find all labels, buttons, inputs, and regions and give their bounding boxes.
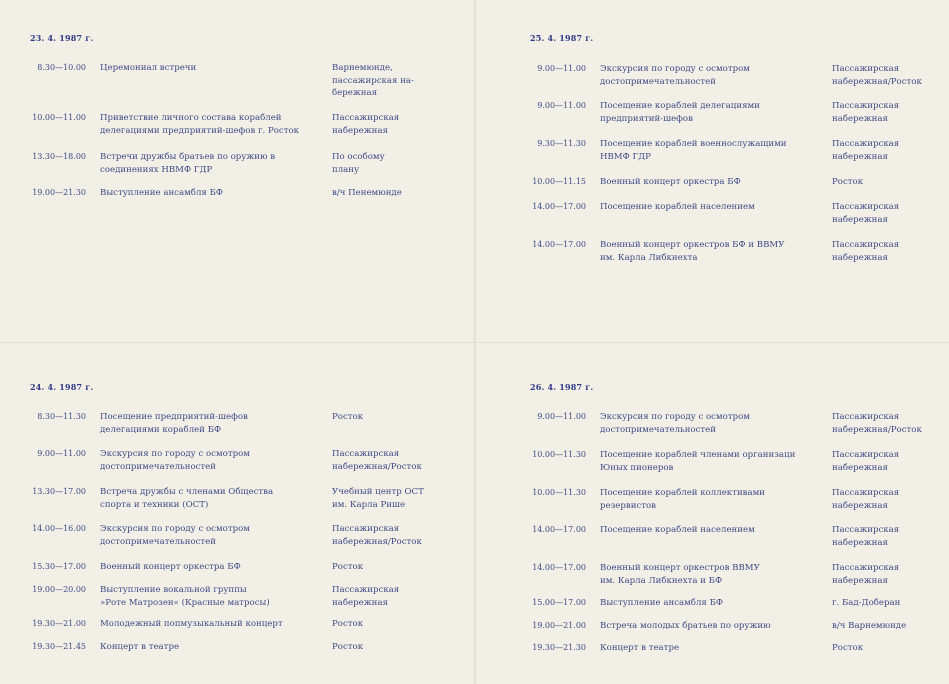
event-place: в/ч Варнемюнде — [832, 621, 907, 631]
event-time: 9.00—11.00 — [37, 449, 86, 458]
event-time: 13.30—17.00 — [32, 487, 86, 496]
event-title: Экскурсия по городу с осмотром достопримечательностей — [100, 524, 250, 547]
event-time: 14.00—17.00 — [532, 240, 586, 249]
event-time: 19.00—21.30 — [32, 188, 86, 197]
event-time: 14.00—17.00 — [532, 202, 586, 211]
event-title: Приветствие личного состава кораблей делегациями предприятий-шефов г. Росток — [100, 113, 300, 136]
event-time: 10.00—11.00 — [32, 113, 86, 122]
event-place: Пассажирская набережная — [832, 525, 900, 548]
event-time: 14.00—17.00 — [532, 563, 586, 572]
event-title: Экскурсия по городу с осмотром достопримечательностей — [600, 412, 750, 435]
event-title: Военный концерт оркестров БФ и ВВМУ им. Карла Либкнехта — [600, 240, 785, 263]
day-date: 26. 4. 1987 г. — [530, 382, 594, 392]
event-place: Пассажирская набережная — [332, 585, 400, 608]
event-place: Росток — [332, 642, 364, 652]
event-place: Пассажирская набережная — [832, 450, 900, 473]
event-title: Выступление ансамбля БФ — [600, 598, 724, 608]
event-place: Росток — [332, 412, 364, 422]
event-place: г. Бад-Доберан — [832, 598, 901, 608]
event-place: Росток — [332, 619, 364, 629]
event-title: Встреча молодых братьев по оружию — [600, 621, 771, 631]
event-time: 9.00—11.00 — [537, 64, 586, 73]
event-title: Экскурсия по городу с осмотром достопримечательностей — [100, 449, 250, 472]
event-place: По особому плану — [332, 152, 385, 175]
event-time: 19.00—20.00 — [32, 585, 86, 594]
event-place: Пассажирская набережная — [832, 139, 900, 162]
event-title: Концерт в театре — [100, 642, 180, 652]
event-place: Пассажирская набережная — [832, 240, 900, 263]
event-place: Варнемюнде, пассажирская на- бережная — [332, 63, 414, 98]
event-time: 8.30—11.30 — [37, 412, 86, 421]
event-title: Посещение кораблей делегациями предприятий-шефов — [600, 101, 760, 124]
event-place: Пассажирская набережная — [832, 202, 900, 225]
event-time: 19.30—21.45 — [32, 642, 86, 651]
paper-crease — [0, 342, 949, 343]
event-title: Посещение кораблей военнослужащими НВМФ ГДР — [600, 139, 787, 162]
event-time: 10.00—11.15 — [532, 177, 586, 186]
event-title: Военный концерт оркестра БФ — [600, 177, 741, 187]
event-title: Встреча дружбы с членами Общества спорта и техники (ОСТ) — [100, 487, 274, 510]
event-time: 14.00—16.00 — [32, 524, 86, 533]
event-title: Церемониал встречи — [100, 63, 197, 73]
event-time: 19.30—21.00 — [32, 619, 86, 628]
day-date: 23. 4. 1987 г. — [30, 33, 94, 43]
event-title: Посещение предприятий-шефов делегациями кораблей БФ — [100, 412, 248, 435]
event-place: Росток — [332, 562, 364, 572]
event-place: Пассажирская набережная — [832, 563, 900, 586]
event-time: 15.00—17.00 — [532, 598, 586, 607]
event-title: Военный концерт оркестров ВВМУ им. Карла Либкнехта и БФ — [600, 563, 760, 586]
event-title: Военный концерт оркестра БФ — [100, 562, 241, 572]
event-title: Выступление вокальной группы »Роте Матрозен« (Красные матросы) — [100, 585, 270, 608]
event-time: 19.30—21.30 — [532, 643, 586, 652]
event-place: Росток — [832, 177, 864, 187]
event-title: Выступление ансамбля БФ — [100, 188, 224, 198]
event-time: 9.30—11.30 — [537, 139, 586, 148]
event-title: Посещение кораблей членами организаци Юных пионеров — [600, 450, 796, 473]
event-time: 15.30—17.00 — [32, 562, 86, 571]
day-date: 25. 4. 1987 г. — [530, 33, 594, 43]
event-time: 10.00—11.30 — [532, 488, 586, 497]
event-place: Пассажирская набережная/Росток — [332, 449, 422, 472]
event-time: 9.00—11.00 — [537, 412, 586, 421]
event-title: Молодежный попмузыкальный концерт — [100, 619, 283, 629]
event-title: Концерт в театре — [600, 643, 680, 653]
event-time: 9.00—11.00 — [537, 101, 586, 110]
event-time: 19.00—21.00 — [532, 621, 586, 630]
event-place: Пассажирская набережная — [832, 101, 900, 124]
event-title: Посещение кораблей населением — [600, 202, 755, 212]
event-title: Посещение кораблей коллективами резервистов — [600, 488, 766, 511]
event-time: 14.00—17.00 — [532, 525, 586, 534]
event-time: 10.00—11.30 — [532, 450, 586, 459]
event-place: Пассажирская набережная/Росток — [832, 412, 922, 435]
event-place: Пассажирская набережная — [832, 488, 900, 511]
event-place: Пассажирская набережная/Росток — [332, 524, 422, 547]
event-time: 13.30—18.00 — [32, 152, 86, 161]
day-date: 24. 4. 1987 г. — [30, 382, 94, 392]
event-time: 8.30—10.00 — [37, 63, 86, 72]
event-place: Пассажирская набережная — [332, 113, 400, 136]
event-title: Встречи дружбы братьев по оружию в соединениях НВМФ ГДР — [100, 152, 276, 175]
event-place: Учебный центр ОСТ им. Карла Рише — [332, 487, 424, 510]
event-title: Экскурсия по городу с осмотром достопримечательностей — [600, 64, 750, 87]
event-place: в/ч Пенемюнде — [332, 188, 402, 198]
event-place: Росток — [832, 643, 864, 653]
event-place: Пассажирская набережная/Росток — [832, 64, 922, 87]
event-title: Посещение кораблей населением — [600, 525, 755, 535]
